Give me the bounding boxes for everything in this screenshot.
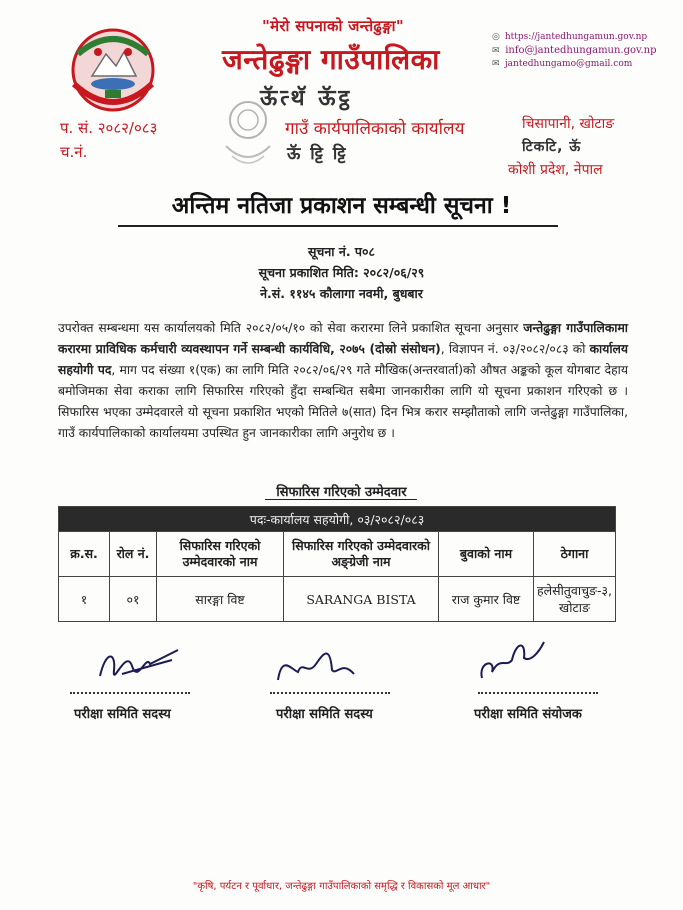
municipality-name-newa: ऊॅत्थॅ ऊॅट्ठ — [260, 86, 353, 111]
section-underline — [265, 499, 417, 500]
cell-roll: ०१ — [110, 577, 157, 622]
cell-sn: १ — [59, 577, 110, 622]
notice-number: सूचना नं. प०८ — [307, 244, 376, 259]
cell-father: राज कुमार विष्ट — [439, 577, 534, 622]
cell-address: हलेसीतुवाचुङ-३, खोटाङ — [534, 577, 616, 622]
publish-date: सूचना प्रकाशित मिति: २०८२/०६/२९ — [258, 265, 425, 280]
address-line-1: चिसापानी, खोटाङ — [522, 116, 615, 132]
email-contact-1 — [492, 45, 657, 56]
reference-number: प. सं. २०८२/०८३ — [60, 119, 158, 137]
signature-1 — [92, 640, 182, 690]
mail-icon: ✉ — [492, 46, 500, 56]
footer-motto: "कृषि, पर्यटन र पूर्वाधार, जन्तेढुङ्गा गाउँपालिकाको समृद्धि र विकासको मूल आधार" — [192, 881, 491, 892]
mail-icon: ✉ — [492, 59, 500, 69]
signature-line-1 — [70, 692, 190, 694]
table-row — [59, 577, 616, 622]
body-bold-2: कार्यालय सहयोगी पद — [58, 342, 628, 377]
website-link[interactable]: https://jantedhungamun.gov.np — [504, 32, 648, 42]
recommended-table — [58, 506, 616, 622]
office-name: गाउँ कार्यपालिकाको कार्यालय — [285, 119, 465, 139]
nepal-emblem-icon — [64, 24, 162, 114]
signature-3 — [472, 632, 552, 692]
office-name-newa: ऊॅ ट्टि ट्टि — [287, 144, 348, 164]
col-father: बुवाको नाम — [439, 532, 534, 577]
cell-name-en: SARANGA BISTA — [284, 577, 439, 622]
email-link-2[interactable]: jantedhungamo@gmail.com — [504, 59, 633, 69]
website-contact — [492, 32, 647, 42]
email-link-1[interactable]: info@jantedhungamun.gov.np — [505, 45, 657, 56]
signatory-label-2: परीक्षा समिति सदस्य — [276, 707, 373, 722]
body-text-1: उपरोक्त सम्बन्धमा यस कार्यालयको मिति २०८२/०५/१० को सेवा करारमा लिने प्रकाशित सूचना अनुसार — [58, 321, 524, 335]
notice-title: अन्तिम नतिजा प्रकाशन सम्बन्धी सूचना ! — [171, 193, 512, 219]
slogan: "मेरो सपनाको जन्तेढुङ्गा" — [262, 17, 404, 35]
position-band: पदः-कार्यालय सहयोगी, ०३/२०८२/०८३ — [59, 507, 616, 532]
signature-2 — [272, 640, 362, 690]
office-seal-icon — [218, 98, 278, 172]
signature-line-2 — [270, 692, 390, 694]
cell-name-np: सारङ्गा विष्ट — [157, 577, 284, 622]
col-name-en: सिफारिस गरिएको उम्मेदवारको अङ्ग्रेजी नाम — [284, 532, 439, 577]
globe-icon: ◎ — [492, 32, 500, 42]
col-roll: रोल नं. — [110, 532, 157, 577]
municipality-name: जन्तेढुङ्गा गाउँपालिका — [222, 43, 440, 76]
col-address: ठेगाना — [534, 532, 616, 577]
email-contact-2 — [492, 59, 632, 69]
notice-body — [58, 318, 628, 444]
body-text-2: , विज्ञापन नं. ०३/२०८२/०८३ को — [440, 342, 590, 356]
body-bold-1: जन्तेढुङ्गा गाउँपालिकामा करारमा प्राविधिक कर्मचारी व्यवस्थापन गर्ने सम्बन्धी कार्यविधि, २०७५ (दोस्रो संसोधन) — [58, 321, 628, 356]
col-name-np: सिफारिस गरिएको उम्मेदवारको नाम — [157, 532, 284, 577]
address-line-3: कोशी प्रदेश, नेपाल — [508, 162, 603, 178]
title-underline — [118, 225, 558, 227]
body-text-3: , माग पद संख्या १(एक) का लागि मिति २०८२/०६/२९ गते मौखिक(अन्तरवार्ता)को औषत अङ्कको कूल योगबाट देहाय बमोजिमका सेवा कराका लागि सिफारिस गरिएको हुँदा सम्बन्धित सबैमा जानकारीका लागि यो सूचना प्रकाशन गरिएको छ । सिफारिस भएका उम्मेदवारले यो सूचना प्रकाशित भएको मितिले ७(सात) दिन भित्र करार सम्झौताको लागि जन्तेढुङ्गा गाउँपालिका, गाउँ कार्यपालिकाको कार्यालयमा उपस्थित हुन जानकारीका लागि अनुरोध छ । — [58, 363, 628, 440]
dispatch-number: च.नं. — [60, 143, 88, 161]
signatory-label-1: परीक्षा समिति सदस्य — [74, 707, 171, 722]
signature-line-3 — [478, 692, 598, 694]
col-sn: क्र.स. — [59, 532, 110, 577]
nepal-sambat-date: ने.सं. ११४५ कौलागा नवमी, बुधबार — [260, 286, 423, 301]
signatory-label-3: परीक्षा समिति संयोजक — [474, 707, 582, 722]
recommended-section-title: सिफारिस गरिएको उम्मेदवार — [276, 485, 407, 500]
address-line-2: टिकटि, ऊॅ — [522, 139, 582, 155]
